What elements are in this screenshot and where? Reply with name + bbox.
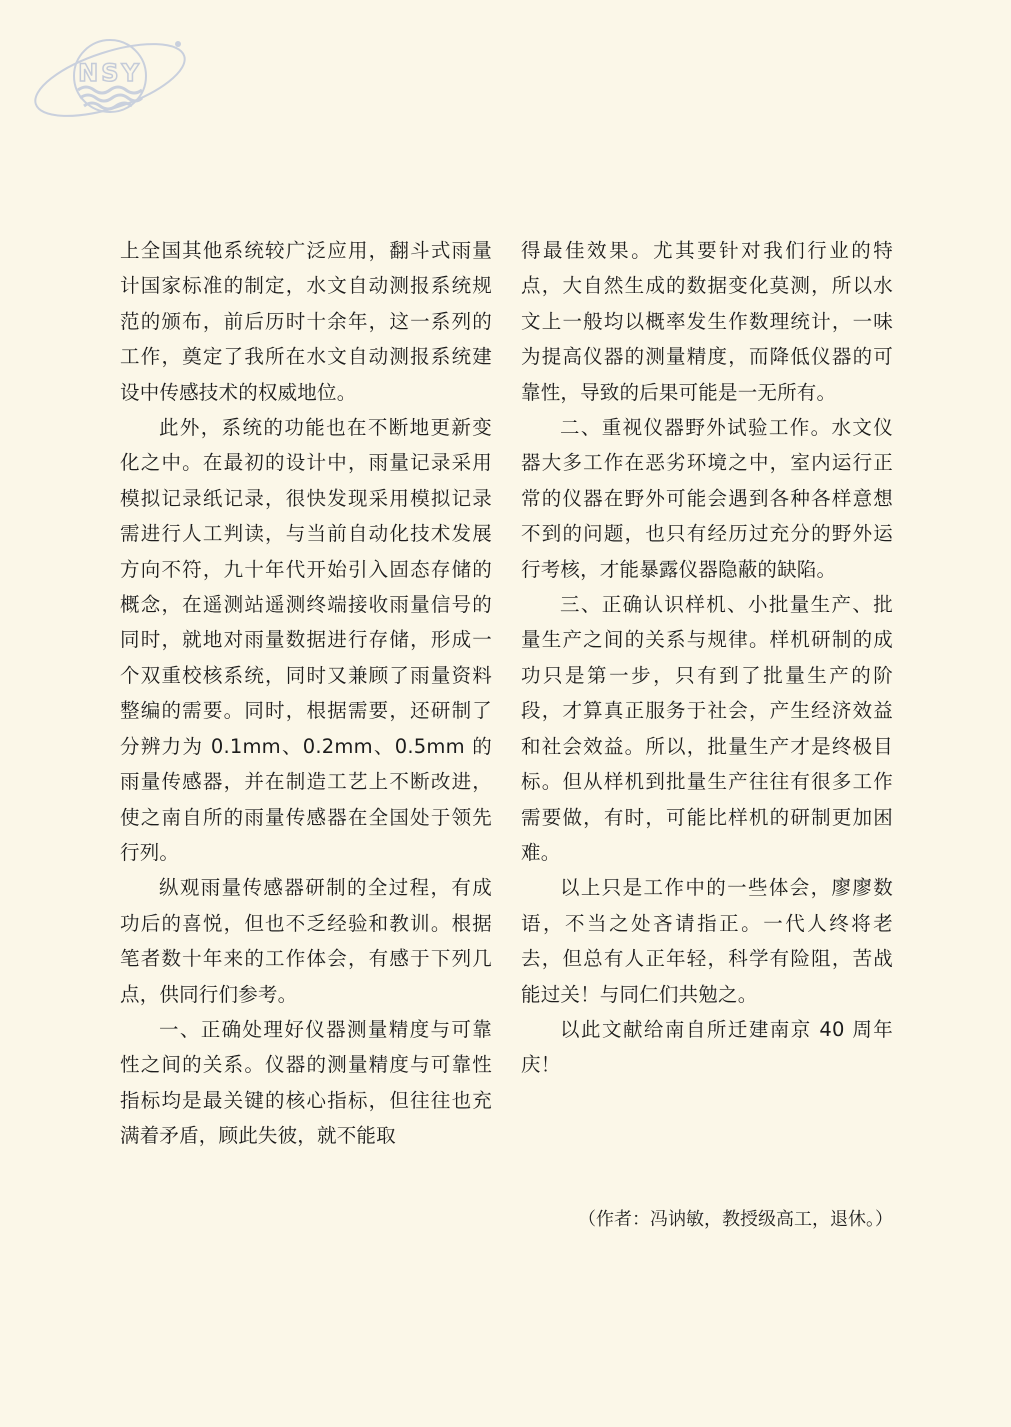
paragraph: 一、正确处理好仪器测量精度与可靠性之间的关系。仪器的测量精度与可靠性指标均是最关键的核心指标，但往往也充满着矛盾，顾此失彼，就不能取 xyxy=(120,1017,492,1148)
author-note: （作者：冯讷敏，教授级高工，退休。） xyxy=(578,1209,893,1230)
left-column xyxy=(120,233,492,1154)
nsy-logo xyxy=(28,28,193,128)
logo-text: NSY xyxy=(78,59,142,87)
paragraph: 此外，系统的功能也在不断地更新变化之中。在最初的设计中，雨量记录采用模拟记录纸记录，很快发现采用模拟记录需进行人工判读，与当前自动化技术发展方向不符，九十年代开始引入固态存储的概念，在遥测站遥测终端接收雨量信号的同时，就地对雨量数据进行存储，形成一个双重校核系统，同时又兼顾了雨量资料整编的需要。同时，根据需要，还研制了分辨力为 0.1mm、0.2mm、0.5mm 的雨量传感器，并在制造工艺上不断改进，使之南自所的雨量传感器在全国处于领先行列。 xyxy=(120,416,492,864)
paragraph: 二、重视仪器野外试验工作。水文仪器大多工作在恶劣环境之中，室内运行正常的仪器在野外可能会遇到各种各样意想不到的问题，也只有经历过充分的野外运行考核，才能暴露仪器隐蔽的缺陷。 xyxy=(521,416,893,581)
right-column xyxy=(521,233,893,1083)
paragraph: 上全国其他系统较广泛应用，翻斗式雨量计国家标准的制定，水文自动测报系统规范的颁布，前后历时十余年，这一系列的工作，奠定了我所在水文自动测报系统建设中传感技术的权威地位。 xyxy=(120,239,492,404)
paragraph: 纵观雨量传感器研制的全过程，有成功后的喜悦，但也不乏经验和教训。根据笔者数十年来的工作体会，有感于下列几点，供同行们参考。 xyxy=(120,876,492,1006)
paragraph: 三、正确认识样机、小批量生产、批量生产之间的关系与规律。样机研制的成功只是第一步，只有到了批量生产的阶段，才算真正服务于社会，产生经济效益和社会效益。所以，批量生产才是终极目标。但从样机到批量生产往往有很多工作需要做，有时，可能比样机的研制更加困难。 xyxy=(521,593,893,864)
paragraph: 以上只是工作中的一些体会，廖廖数语，不当之处吝请指正。一代人终将老去，但总有人正年轻，科学有险阻，苦战能过关！与同仁们共勉之。 xyxy=(521,876,893,1006)
paragraph: 得最佳效果。尤其要针对我们行业的特点，大自然生成的数据变化莫测，所以水文上一般均以概率发生作数理统计，一味为提高仪器的测量精度，而降低仪器的可靠性，导致的后果可能是一无所有。 xyxy=(521,239,893,404)
paragraph: 以此文献给南自所迁建南京 40 周年庆！ xyxy=(521,1017,893,1077)
